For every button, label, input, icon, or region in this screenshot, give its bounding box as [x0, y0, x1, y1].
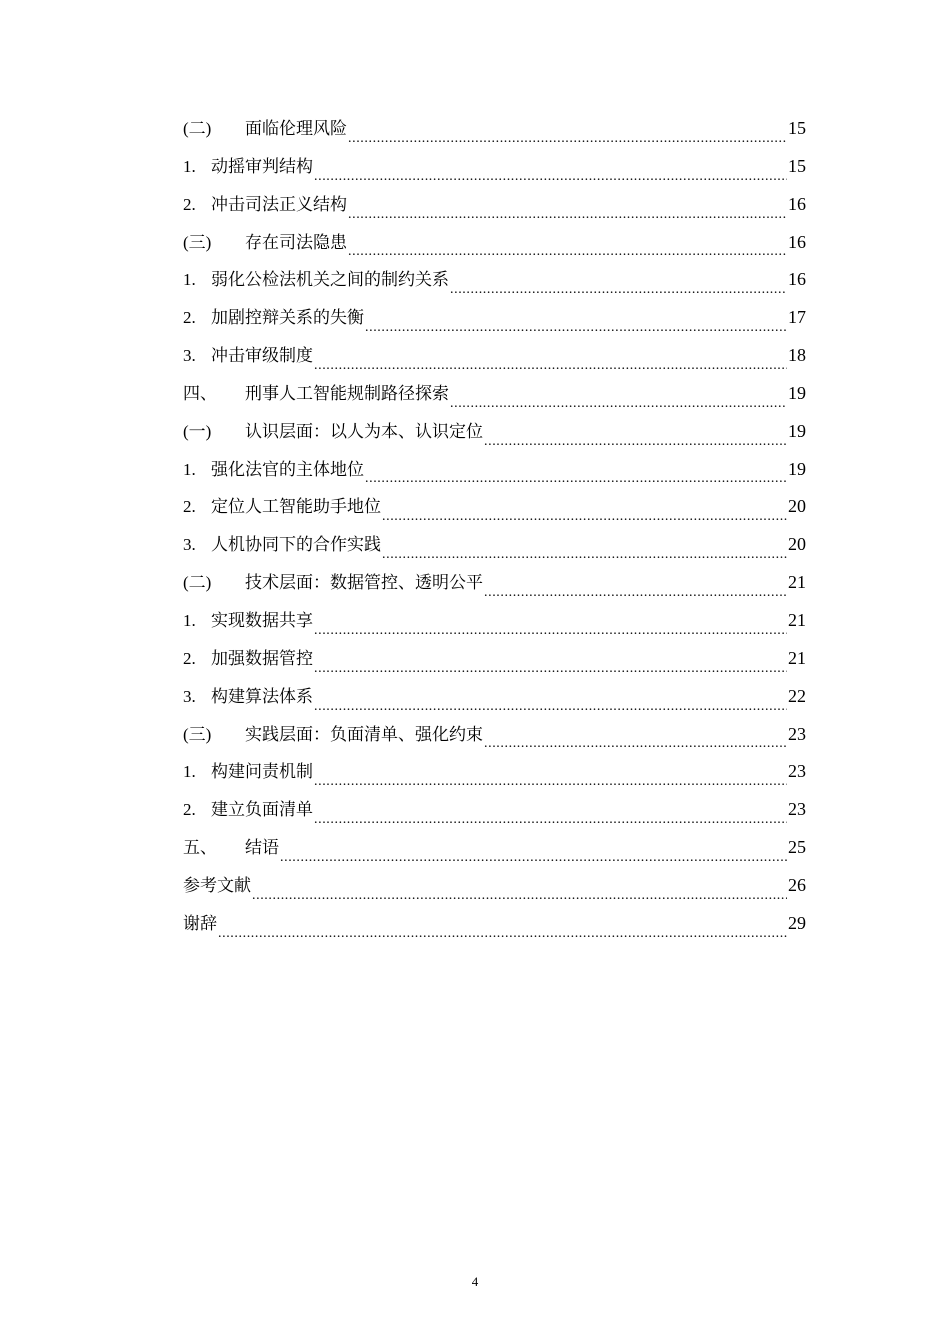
toc-entry[interactable]	[183, 758, 806, 796]
toc-dot-leader	[348, 239, 787, 259]
toc-dot-leader	[314, 694, 787, 714]
toc-dot-leader	[252, 883, 787, 903]
toc-dot-leader	[348, 126, 787, 146]
toc-entry[interactable]	[183, 493, 806, 531]
toc-entry-number: 2.	[183, 800, 196, 820]
toc-entry-number: 2.	[183, 648, 196, 668]
toc-dot-leader	[382, 504, 787, 524]
page-number: 4	[471, 1274, 479, 1289]
toc-entry[interactable]	[183, 607, 806, 645]
toc-entry-title: 结语	[245, 838, 279, 859]
toc-entry-number: (三)	[183, 724, 212, 744]
toc-entry-number: 五、	[183, 838, 217, 858]
toc-entry[interactable]	[183, 266, 806, 304]
toc-entry-page: 25	[788, 837, 806, 858]
toc-dot-leader	[365, 466, 787, 486]
toc-entry-number: (二)	[183, 119, 212, 138]
toc-dot-leader	[280, 845, 787, 865]
toc-entry-page: 23	[788, 799, 806, 820]
toc-dot-leader	[365, 315, 787, 335]
toc-entry-page: 19	[788, 420, 806, 441]
toc-entry-page: 19	[788, 382, 806, 403]
toc-dot-leader	[314, 618, 787, 638]
toc-entry-page: 16	[788, 269, 806, 290]
toc-entry-page: 19	[788, 458, 806, 479]
toc-entry-title: 参考文献	[183, 875, 251, 896]
toc-entry-page: 16	[788, 193, 806, 214]
toc-entry[interactable]	[183, 569, 806, 607]
toc-dot-leader	[314, 164, 787, 184]
toc-entry-page: 21	[788, 647, 806, 668]
toc-entry-page: 23	[788, 761, 806, 782]
toc-entry-title: 构建算法体系	[211, 686, 313, 707]
toc-entry-page: 16	[788, 231, 806, 252]
toc-entry-number: 2.	[183, 497, 196, 517]
toc-entry-number: 3.	[183, 686, 196, 706]
toc-entry[interactable]	[183, 342, 806, 380]
toc-entry-page: 26	[788, 874, 806, 895]
toc-entry-page: 17	[788, 307, 806, 328]
toc-entry[interactable]	[183, 191, 806, 229]
toc-entry[interactable]	[183, 721, 806, 759]
toc-dot-leader	[314, 656, 787, 676]
toc-entry[interactable]	[183, 910, 806, 948]
toc-entry-title: 动摇审判结构	[211, 156, 313, 177]
toc-entry-page: 20	[788, 534, 806, 555]
toc-dot-leader	[314, 807, 787, 827]
toc-entry-number: 2.	[183, 308, 196, 328]
toc-entry[interactable]	[183, 796, 806, 834]
toc-entry-page: 15	[788, 155, 806, 176]
toc-entry-title: 存在司法隐患	[245, 232, 347, 253]
toc-entry-number: 1.	[183, 762, 196, 782]
toc-entry[interactable]	[183, 683, 806, 721]
toc-entry-title: 冲击司法正义结构	[211, 194, 347, 215]
toc-entry-number: 四、	[183, 383, 217, 403]
toc-dot-leader	[314, 769, 787, 789]
toc-entry-number: 1.	[183, 156, 196, 176]
toc-entry-title: 建立负面清单	[211, 800, 313, 821]
toc-entry-page: 15	[788, 118, 806, 138]
toc-entry-number: (一)	[183, 421, 212, 441]
toc-entry[interactable]	[183, 872, 806, 910]
toc-dot-leader	[218, 921, 787, 941]
toc-entry-number: 1.	[183, 610, 196, 630]
toc-entry-title: 定位人工智能助手地位	[211, 497, 381, 518]
toc-entry[interactable]	[183, 645, 806, 683]
toc-entry[interactable]	[183, 380, 806, 418]
toc-entry[interactable]	[183, 531, 806, 569]
toc-entry-title: 加剧控辩关系的失衡	[211, 308, 364, 329]
table-of-contents	[183, 115, 806, 948]
toc-entry-title: 人机协同下的合作实践	[211, 535, 381, 556]
toc-entry-title: 冲击审级制度	[211, 346, 313, 367]
toc-entry-page: 20	[788, 496, 806, 517]
toc-entry[interactable]	[183, 115, 806, 153]
toc-entry-title: 弱化公检法机关之间的制约关系	[211, 270, 449, 291]
toc-dot-leader	[484, 429, 787, 449]
toc-entry-number: 1.	[183, 270, 196, 290]
toc-dot-leader	[382, 542, 787, 562]
toc-entry-title: 技术层面：数据管控、透明公平	[245, 573, 483, 594]
toc-entry-page: 21	[788, 572, 806, 593]
toc-dot-leader	[450, 391, 787, 411]
toc-entry-title: 认识层面：以人为本、认识定位	[245, 421, 483, 442]
toc-entry-page: 21	[788, 609, 806, 630]
toc-dot-leader	[484, 580, 787, 600]
toc-entry-title: 刑事人工智能规制路径探索	[245, 383, 449, 404]
toc-entry-title: 强化法官的主体地位	[211, 459, 364, 480]
toc-entry-page: 29	[788, 912, 806, 933]
toc-entry-title: 加强数据管控	[211, 648, 313, 669]
toc-entry[interactable]	[183, 456, 806, 494]
toc-entry-title: 构建问责机制	[211, 762, 313, 783]
toc-dot-leader	[348, 202, 787, 222]
toc-entry-page: 18	[788, 345, 806, 366]
toc-entry[interactable]	[183, 304, 806, 342]
toc-entry-number: 3.	[183, 535, 196, 555]
toc-entry[interactable]	[183, 834, 806, 872]
toc-entry-title: 实现数据共享	[211, 610, 313, 631]
toc-entry-title: 谢辞	[183, 913, 217, 934]
toc-entry-page: 22	[788, 685, 806, 706]
toc-entry-number: 3.	[183, 346, 196, 366]
toc-entry[interactable]	[183, 418, 806, 456]
toc-entry-title: 实践层面：负面清单、强化约束	[245, 724, 483, 745]
toc-dot-leader	[314, 353, 787, 373]
toc-entry-number: (二)	[183, 573, 212, 593]
toc-entry[interactable]	[183, 229, 806, 267]
toc-dot-leader	[484, 731, 787, 751]
toc-entry-title: 面临伦理风险	[245, 119, 347, 139]
toc-entry[interactable]	[183, 153, 806, 191]
toc-entry-number: 1.	[183, 459, 196, 479]
toc-entry-number: (三)	[183, 232, 212, 252]
toc-entry-number: 2.	[183, 194, 196, 214]
toc-entry-page: 23	[788, 723, 806, 744]
toc-dot-leader	[450, 277, 787, 297]
